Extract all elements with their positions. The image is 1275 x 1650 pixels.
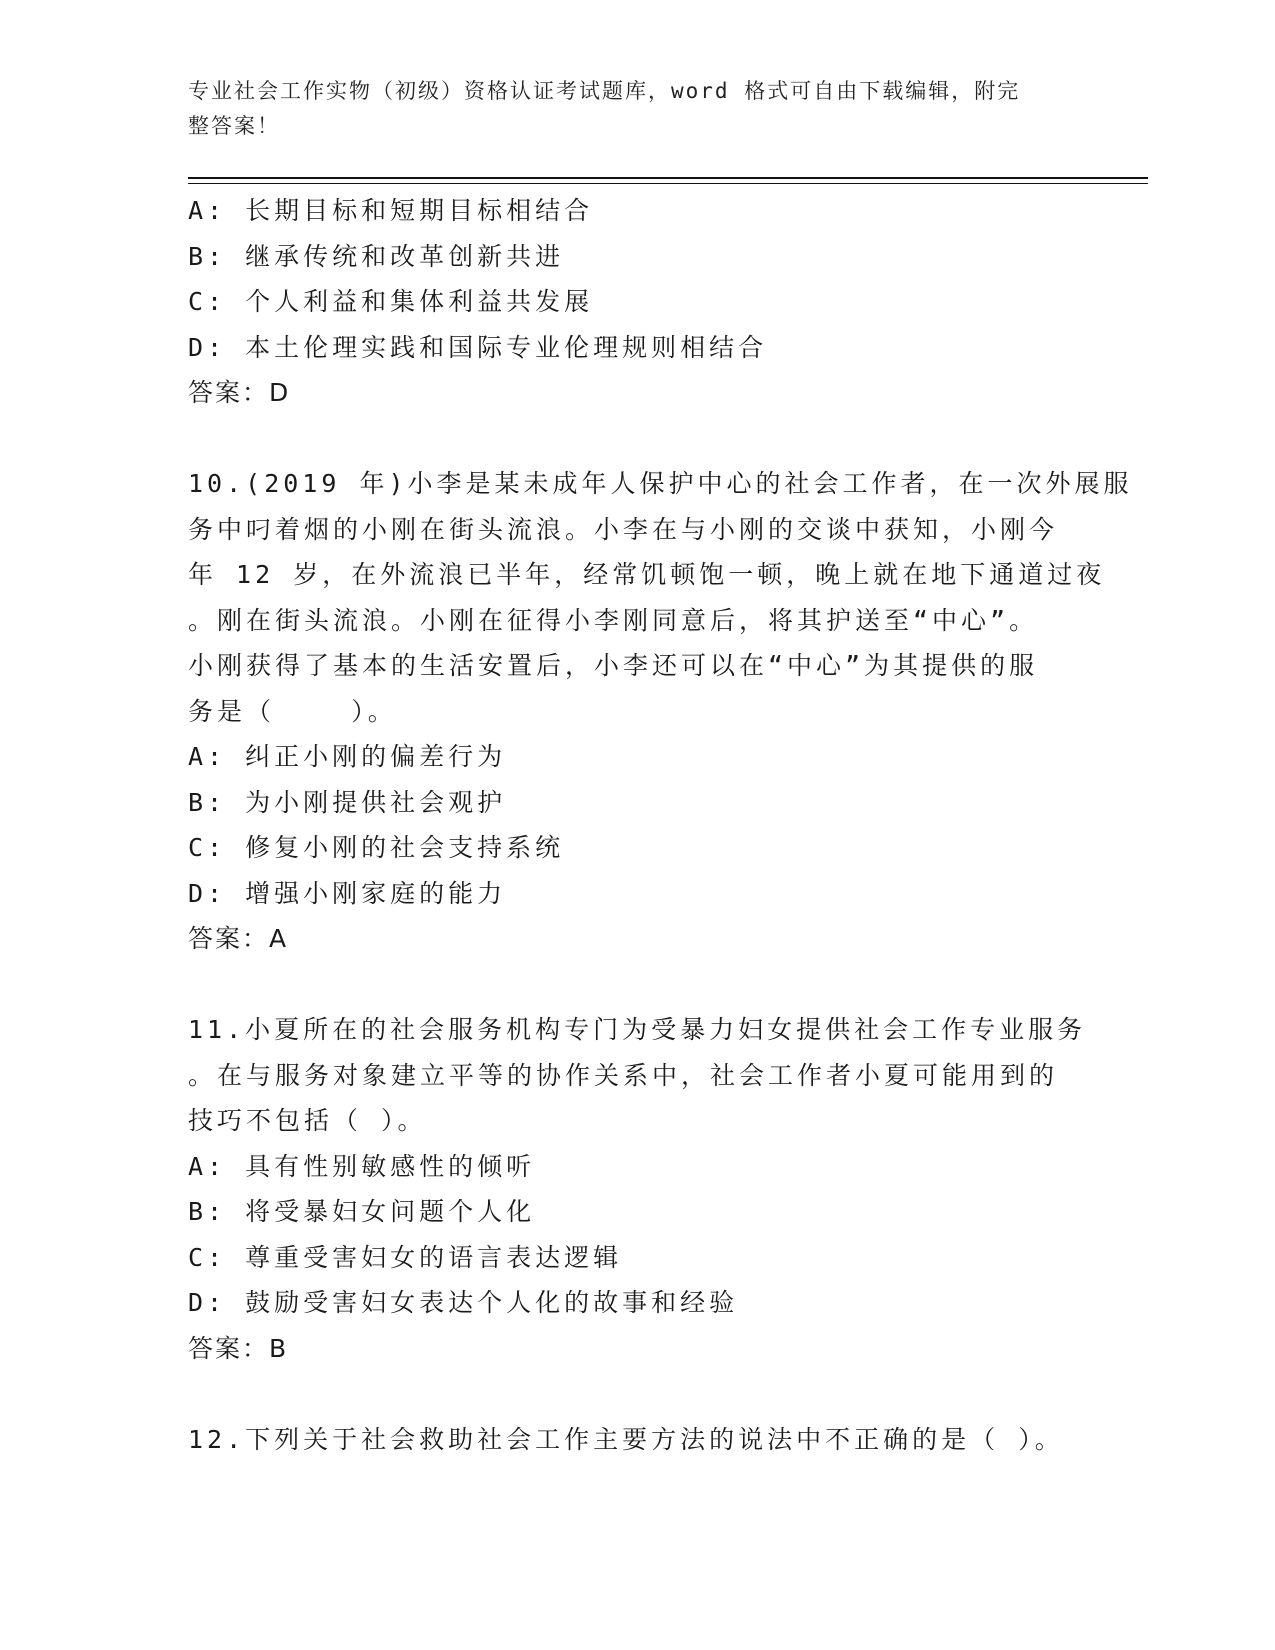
question-list [188, 188, 1133, 1462]
option-c: C: 修复小刚的社会支持系统 [188, 833, 565, 862]
option-b: B: 为小刚提供社会观护 [188, 787, 507, 817]
header-line-2: 整答案！ [188, 114, 280, 138]
question-stem-line: 务中叼着烟的小刚在街头流浪。小李在与小刚的交谈中获知，小刚今 [188, 514, 1059, 544]
question-12 [188, 1417, 1088, 1463]
spacer [188, 416, 1088, 462]
question-stem-line: 。刚在街头流浪。小刚在征得小李刚同意后，将其护送至“中心”。 [188, 605, 1039, 635]
question-stem-line: 11.小夏所在的社会服务机构专门为受暴力妇女提供社会工作专业服务 [188, 1015, 1087, 1044]
option-b: B: 继承传统和改革创新共进 [188, 241, 565, 271]
header-line-1: 专业社会工作实物（初级）资格认证考试题库，word 格式可自由下载编辑，附完 [188, 79, 1021, 103]
question-stem-line: 年 12 岁，在外流浪已半年，经常饥顿饱一顿，晚上就在地下通道过夜 [188, 560, 1106, 589]
question-10 [188, 461, 1133, 962]
question-stem-line: 12.下列关于社会救助社会工作主要方法的说法中不正确的是（ ）。 [188, 1424, 1064, 1454]
option-a: A: 纠正小刚的偏差行为 [188, 742, 507, 771]
answer-text: 答案：D [188, 378, 291, 407]
document-header [188, 74, 1068, 144]
question-11 [188, 1007, 1088, 1371]
spacer [188, 962, 1088, 1008]
spacer [188, 1371, 1088, 1417]
question-stem-line: 。在与服务对象建立平等的协作关系中，社会工作者小夏可能用到的 [188, 1060, 1059, 1090]
question-stem-line: 务是（ ）。 [188, 696, 397, 726]
answer-text: 答案：B [188, 1333, 289, 1363]
option-c: C: 尊重受害妇女的语言表达逻辑 [188, 1242, 623, 1272]
question-stem-line: 技巧不包括（ ）。 [188, 1106, 427, 1135]
question-stem-line: 10.(2019 年)小李是某未成年人保护中心的社会工作者，在一次外展服 [188, 469, 1133, 498]
option-d: D: 本土伦理实践和国际专业伦理规则相结合 [188, 332, 768, 362]
header-divider-thick [188, 177, 1148, 179]
option-a: A: 具有性别敏感性的倾听 [188, 1151, 536, 1181]
question-9 [188, 188, 1088, 416]
option-b: B: 将受暴妇女问题个人化 [188, 1197, 536, 1226]
answer-text: 答案：A [188, 924, 289, 953]
option-d: D: 增强小刚家庭的能力 [188, 878, 507, 908]
header-divider-thin [188, 183, 1148, 184]
option-d: D: 鼓励受害妇女表达个人化的故事和经验 [188, 1288, 739, 1317]
question-stem-line: 小刚获得了基本的生活安置后，小李还可以在“中心”为其提供的服 [188, 651, 1039, 680]
option-a: A: 长期目标和短期目标相结合 [188, 196, 594, 225]
option-c: C: 个人利益和集体利益共发展 [188, 287, 594, 316]
